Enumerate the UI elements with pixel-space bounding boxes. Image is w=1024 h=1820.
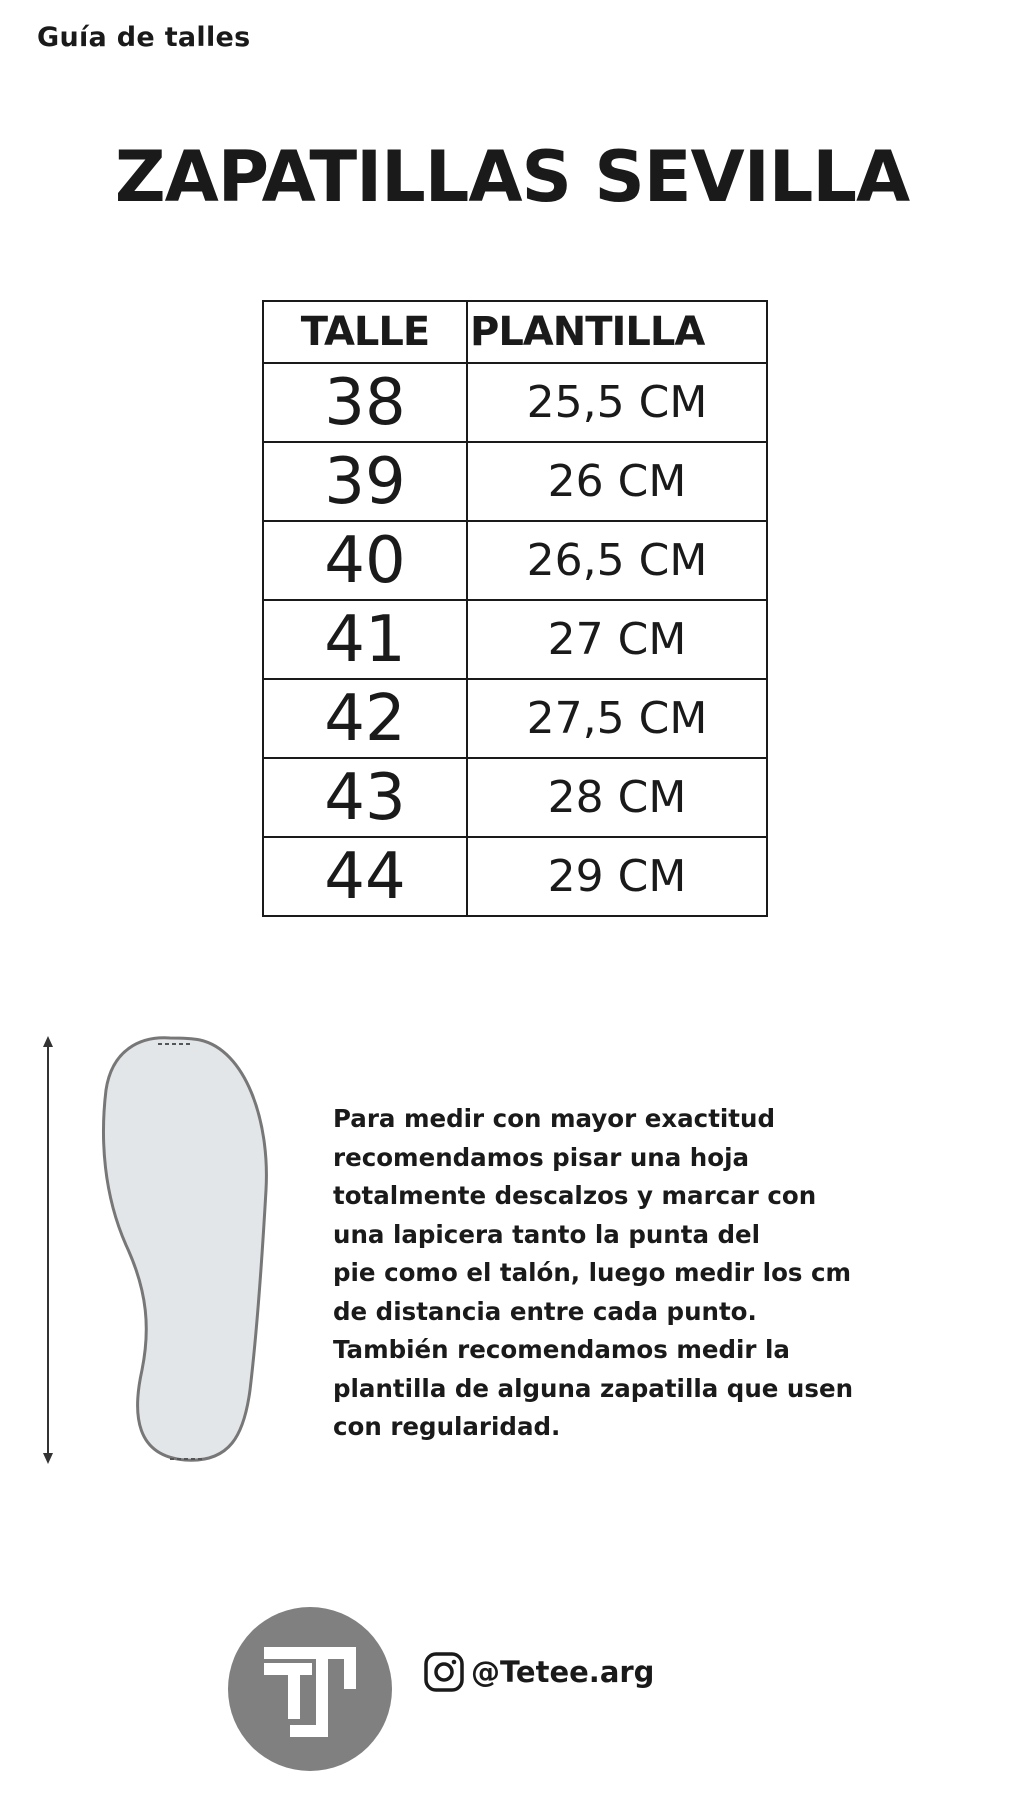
table-row — [263, 758, 767, 837]
measure-instructions — [333, 1100, 853, 1447]
page-title: ZAPATILLAS SEVILLA — [114, 136, 910, 218]
instruction-line: Para medir con mayor exactitud — [333, 1104, 775, 1133]
social-handle-group[interactable] — [423, 1650, 654, 1694]
column-header-plantilla: PLANTILLA — [467, 301, 767, 363]
instruction-line: plantilla de alguna zapatilla que usen — [333, 1373, 854, 1403]
instagram-handle-link[interactable]: @Tetee.arg — [471, 1655, 655, 1689]
plantilla-cell: 26 CM — [467, 442, 767, 521]
talle-cell: 44 — [263, 837, 467, 916]
length-arrow-icon — [43, 1036, 53, 1464]
column-header-talle: TALLE — [263, 301, 467, 363]
instagram-icon — [423, 1651, 465, 1693]
insole-icon — [103, 1038, 266, 1460]
tetee-logo-icon — [228, 1607, 392, 1771]
plantilla-cell: 25,5 CM — [467, 363, 767, 442]
instruction-line: También recomendamos medir la — [333, 1335, 790, 1364]
insole-measure-illustration — [30, 1030, 290, 1470]
guide-label: Guía de talles — [37, 22, 251, 53]
table-row — [263, 521, 767, 600]
table-row — [263, 442, 767, 521]
instruction-line: una lapicera tanto la punta del — [333, 1219, 761, 1249]
table-row — [263, 363, 767, 442]
table-header-row — [263, 301, 767, 363]
talle-cell: 43 — [263, 758, 467, 837]
talle-cell: 42 — [263, 679, 467, 758]
plantilla-cell: 27 CM — [467, 600, 767, 679]
plantilla-cell: 28 CM — [467, 758, 767, 837]
table-row — [263, 679, 767, 758]
plantilla-cell: 29 CM — [467, 837, 767, 916]
instruction-line: recomendamos pisar una hoja — [333, 1142, 749, 1172]
instruction-line: totalmente descalzos y marcar con — [333, 1181, 817, 1210]
instruction-line: pie como el talón, luego medir los cm — [333, 1258, 852, 1287]
table-row — [263, 600, 767, 679]
plantilla-cell: 27,5 CM — [467, 679, 767, 758]
talle-cell: 41 — [263, 600, 467, 679]
talle-cell: 40 — [263, 521, 467, 600]
table-row — [263, 837, 767, 916]
talle-cell: 39 — [263, 442, 467, 521]
size-table — [262, 300, 768, 917]
plantilla-cell: 26,5 CM — [467, 521, 767, 600]
instruction-line: con regularidad. — [333, 1412, 561, 1441]
talle-cell: 38 — [263, 363, 467, 442]
instruction-line: de distancia entre cada punto. — [333, 1296, 757, 1326]
